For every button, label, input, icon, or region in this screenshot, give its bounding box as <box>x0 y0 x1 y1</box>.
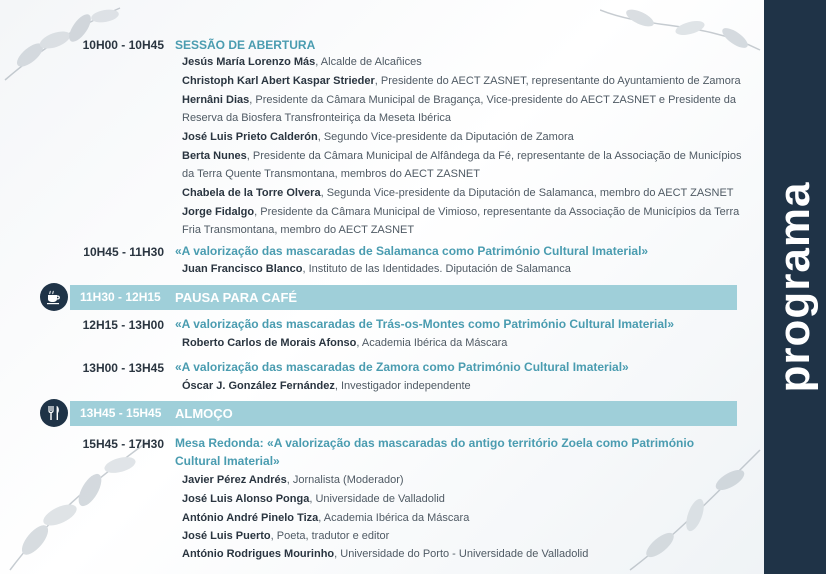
talk1-title: «A valorização das mascaradas de Salamanca como Património Cultural Imaterial» <box>175 244 649 258</box>
side-band <box>764 0 826 574</box>
opening-title: SESSÃO DE ABERTURA <box>175 38 316 52</box>
opening-person: Jesús María Lorenzo Más, Alcalde de Alcañices <box>182 56 422 68</box>
talk2-time: 12H15 - 13H00 <box>82 318 164 332</box>
opening-person: Hernâni Dias, Presidente da Câmara Municipal de Bragança, Vice-presidente do AECT ZASNET e Presidente da Reserva da Biosfera Transfronteiriça da Meseta Ibérica <box>182 94 736 124</box>
opening-time: 10H00 - 10H45 <box>82 38 164 52</box>
roundtable-person: António André Pinelo Tiza, Academia Ibérica da Máscara <box>182 512 470 524</box>
coffee-label: PAUSA PARA CAFÉ <box>175 290 298 305</box>
roundtable-title: Mesa Redonda: «A valorização das mascaradas do antigo território Zoela como Património Cultural Imaterial» <box>175 436 695 468</box>
opening-person: Chabela de la Torre Olvera, Segunda Vice-presidente da Diputación de Salamanca, membro do AECT ZASNET <box>182 187 734 199</box>
roundtable-person: António Rodrigues Mourinho, Universidade do Porto - Universidade de Valladolid <box>182 548 589 560</box>
talk1-time: 10H45 - 11H30 <box>83 245 164 259</box>
opening-person: José Luis Prieto Calderón, Segundo Vice-presidente da Diputación de Zamora <box>182 131 574 143</box>
fork-knife-icon <box>40 399 68 427</box>
roundtable-time: 15H45 - 17H30 <box>82 437 164 451</box>
lunch-time: 13H45 - 15H45 <box>80 406 162 420</box>
opening-person: Jorge Fidalgo, Presidente da Câmara Municipal de Vimioso, representante da Associação de Municípios da Terra Fria Transmontana, membro do AECT ZASNET <box>182 206 740 236</box>
talk1-speaker: Juan Francisco Blanco, Instituto de las Identidades. Diputación de Salamanca <box>182 263 571 275</box>
roundtable-person: José Luis Puerto, Poeta, tradutor e editor <box>182 530 390 542</box>
coffee-cup-icon <box>40 283 68 311</box>
opening-person: Berta Nunes, Presidente da Câmara Municipal de Alfândega da Fé, representante de la Associação de Municípios da Terra Quente Transmontana, membros do AECT ZASNET <box>182 150 742 180</box>
talk2-speaker: Roberto Carlos de Morais Afonso, Academia Ibérica da Máscara <box>182 337 508 349</box>
roundtable-person: José Luis Alonso Ponga, Universidade de Valladolid <box>182 493 445 505</box>
lunch-label: ALMOÇO <box>175 406 233 421</box>
opening-person: Christoph Karl Abert Kaspar Strieder, Presidente do AECT ZASNET, representante do Ayuntamiento de Zamora <box>182 75 741 87</box>
talk2-title: «A valorização das mascaradas de Trás-os-Montes como Património Cultural Imaterial» <box>175 317 675 331</box>
side-title: programa <box>770 181 819 393</box>
roundtable-person: Javier Pérez Andrés, Jornalista (Moderador) <box>182 474 404 486</box>
talk3-speaker: Óscar J. González Fernández, Investigador independente <box>182 380 471 392</box>
talk3-title: «A valorização das mascaradas de Zamora como Património Cultural Imaterial» <box>175 360 629 374</box>
coffee-time: 11H30 - 12H15 <box>80 290 161 304</box>
lunch-band <box>70 401 737 426</box>
coffee-break-band <box>70 285 737 310</box>
talk3-time: 13H00 - 13H45 <box>82 361 164 375</box>
